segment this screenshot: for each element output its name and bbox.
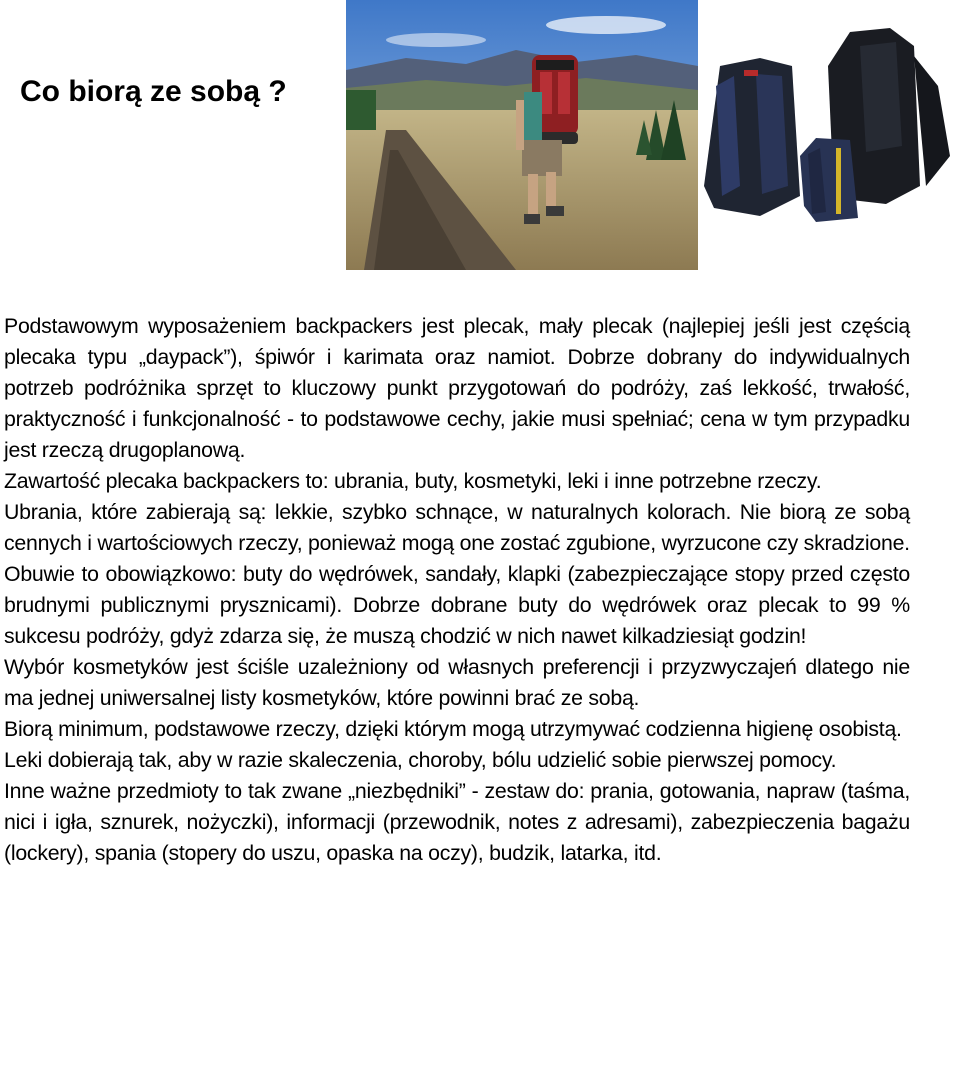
article-body <box>4 311 910 869</box>
paragraph-medicine: Leki dobierają tak, aby w razie skaleczenia, choroby, bólu udzielić sobie pierwszej pomocy. <box>4 748 837 772</box>
backpacks-photo <box>700 26 958 226</box>
paragraph-footwear: Obuwie to obowiązkowo: buty do wędrówek, sandały, klapki (zabezpieczające stopy przed często brudnymi publicznymi prysznicami). Dobrze dobrane buty do wędrówek oraz plecak to 99 % sukcesu podróży, gdyż zdarza się, że muszą chodzić w nich nawet kilkadziesiąt godzin! <box>4 562 910 648</box>
hiker-photo <box>346 0 698 270</box>
paragraph-contents: Zawartość plecaka backpackers to: ubrania, buty, kosmetyki, leki i inne potrzebne rzeczy. <box>4 469 822 493</box>
paragraph-clothes: Ubrania, które zabierają są: lekkie, szybko schnące, w naturalnych kolorach. Nie biorą ze sobą cennych i wartościowych rzeczy, ponieważ mogą one zostać zgubione, wyrzucone czy skradzione. <box>4 500 910 555</box>
paragraph-essentials: Inne ważne przedmioty to tak zwane „niezbędniki” - zestaw do: prania, gotowania, napraw (taśma, nici i igła, sznurek, nożyczki), informacji (przewodnik, notes z adresami), zabezpieczenia bagażu (lockery), spania (stopery do uszu, opaska na oczy), budzik, latarka, itd. <box>4 779 910 865</box>
paragraph-equipment: Podstawowym wyposażeniem backpackers jest plecak, mały plecak (najlepiej jeśli jest częścią plecaka typu „daypack”), śpiwór i karimata oraz namiot. Dobrze dobrany do indywidualnych potrzeb podróżnika sprzęt to kluczowy punkt przygotowań do podróży, zaś lekkość, trwałość, praktyczność i funkcjonalność - to podstawowe cechy, jakie musi spełniać; cena w tym przypadku jest rzeczą drugoplanową. <box>4 314 910 462</box>
paragraph-hygiene: Biorą minimum, podstawowe rzeczy, dzięki którym mogą utrzymywać codzienna higienę osobistą. <box>4 717 902 741</box>
page-title: Co biorą ze sobą ? <box>20 75 287 108</box>
paragraph-cosmetics: Wybór kosmetyków jest ściśle uzależniony od własnych preferencji i przyzwyczajeń dlatego nie ma jednej uniwersalnej listy kosmetyków, które powinni brać ze sobą. <box>4 655 910 710</box>
